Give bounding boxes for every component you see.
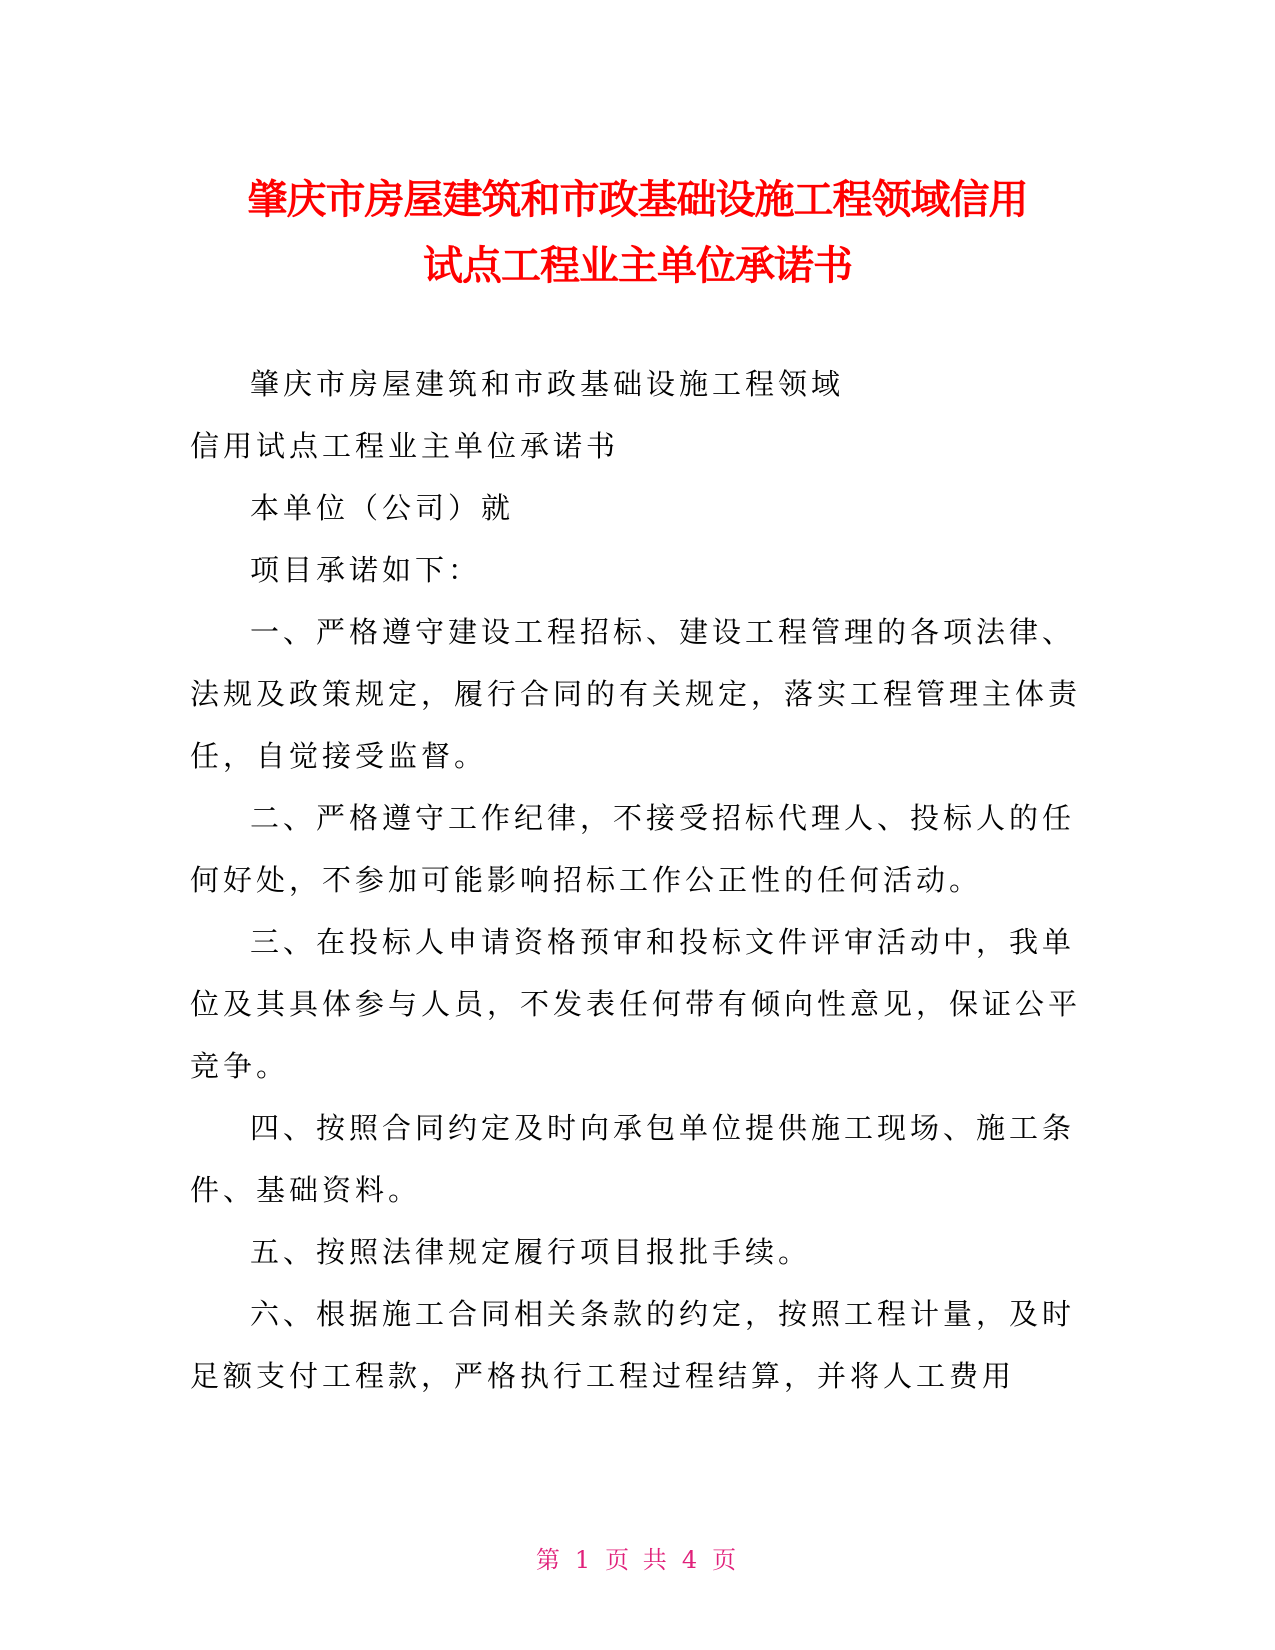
body-line: 位及其具体参与人员，不发表任何带有倾向性意见，保证公平 [190,987,1082,1021]
body-line: 任，自觉接受监督。 [190,739,488,773]
body-line: 本单位（公司）就 [250,491,515,525]
body-line: 一、严格遵守建设工程招标、建设工程管理的各项法律、 [250,615,1076,649]
body-line: 竞争。 [190,1049,290,1083]
document-title-line-2: 试点工程业主单位承诺书 [423,243,852,289]
body-line: 项目承诺如下： [250,553,482,587]
page-footer [0,1540,1275,1575]
body-line: 四、按照合同约定及时向承包单位提供施工现场、施工条 [250,1111,1076,1145]
footer-suffix: 页 [712,1546,740,1574]
footer-current-page: 1 [574,1546,594,1574]
footer-middle: 页 共 [605,1546,670,1574]
body-line: 五、按照法律规定履行项目报批手续。 [250,1235,812,1269]
body-line: 六、根据施工合同相关条款的约定，按照工程计量，及时 [250,1297,1076,1331]
body-line: 信用试点工程业主单位承诺书 [190,429,620,463]
body-line: 足额支付工程款，严格执行工程过程结算，并将人工费用 [190,1359,1016,1393]
body-line: 三、在投标人申请资格预审和投标文件评审活动中，我单 [250,925,1076,959]
body-line: 二、严格遵守工作纪律，不接受招标代理人、投标人的任 [250,801,1076,835]
footer-prefix: 第 [535,1546,563,1574]
body-line: 何好处，不参加可能影响招标工作公正性的任何活动。 [190,863,983,897]
body-line: 法规及政策规定，履行合同的有关规定，落实工程管理主体责 [190,677,1082,711]
body-line: 件、基础资料。 [190,1173,422,1207]
body-line: 肇庆市房屋建筑和市政基础设施工程领域 [250,367,845,401]
footer-total-pages: 4 [681,1546,701,1574]
document-title-line-1: 肇庆市房屋建筑和市政基础设施工程领域信用 [247,177,1028,223]
